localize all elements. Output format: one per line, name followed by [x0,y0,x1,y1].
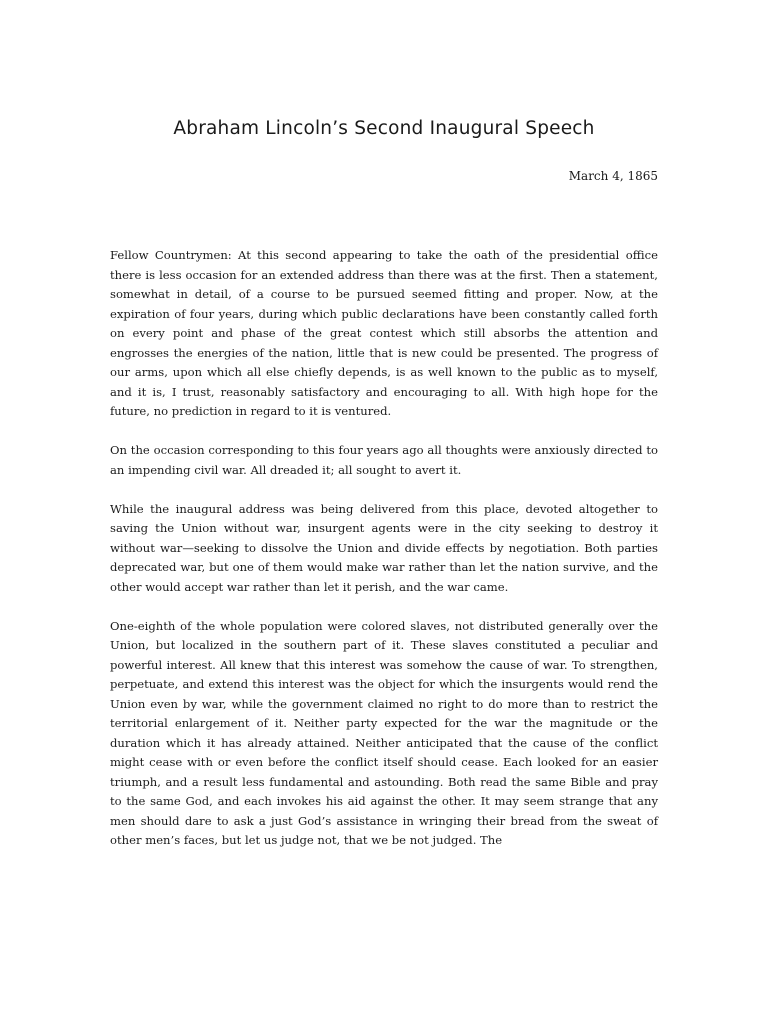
document-date: March 4, 1865 [568,169,658,183]
paragraph: On the occasion corresponding to this four years ago all thoughts were anxiously directed to an impending civil war. All dreaded it; all sought to avert it. [110,443,658,477]
document-title: Abraham Lincoln’s Second Inaugural Speech [173,118,595,139]
paragraph: One-eighth of the whole population were colored slaves, not distributed generally over the Union, but localized in the southern part of it. These slaves constituted a peculiar and powerful interest. All knew that this interest was somehow the cause of war. To strengthen, perpetuate, and extend this interest was the object for which the insurgents would rend the Union even by war, while the government claimed no right to do more than to restrict the territorial enlargement of it. Neither party expected for the war the magnitude or the duration which it has already attained. Neither anticipated that the cause of the conflict might cease with or even before the conflict itself should cease. Each looked for an easier triumph, and a result less fundamental and astounding. Both read the same Bible and pray to the same God, and each invokes his aid against the other. It may seem strange that any men should dare to ask a just God’s assistance in wringing their bread from the sweat of other men’s faces, but let us judge not, that we be not judged. The [110,618,658,847]
paragraph: Fellow Countrymen: At this second appearing to take the oath of the presidential office there is less occasion for an extended address than there was at the first. Then a statement, somewhat in detail, of a course to be pursued seemed fitting and proper. Now, at the expiration of four years, during which public declarations have been constantly called forth on every point and phase of the great contest which still absorbs the attention and engrosses the energies of the nation, little that is new could be presented. The progress of our arms, upon which all else chiefly depends, is as well known to the public as to myself, and it is, I trust, reasonably satisfactory and encouraging to all. With high hope for the future, no prediction in regard to it is ventured. [110,248,658,418]
document-body [110,246,658,870]
paragraph: While the inaugural address was being delivered from this place, devoted altogether to saving the Union without war, insurgent agents were in the city seeking to destroy it without war—seeking to dissolve the Union and divide effects by negotiation. Both parties deprecated war, but one of them would make war rather than let the nation survive, and the other would accept war rather than let it perish, and the war came. [110,501,658,594]
